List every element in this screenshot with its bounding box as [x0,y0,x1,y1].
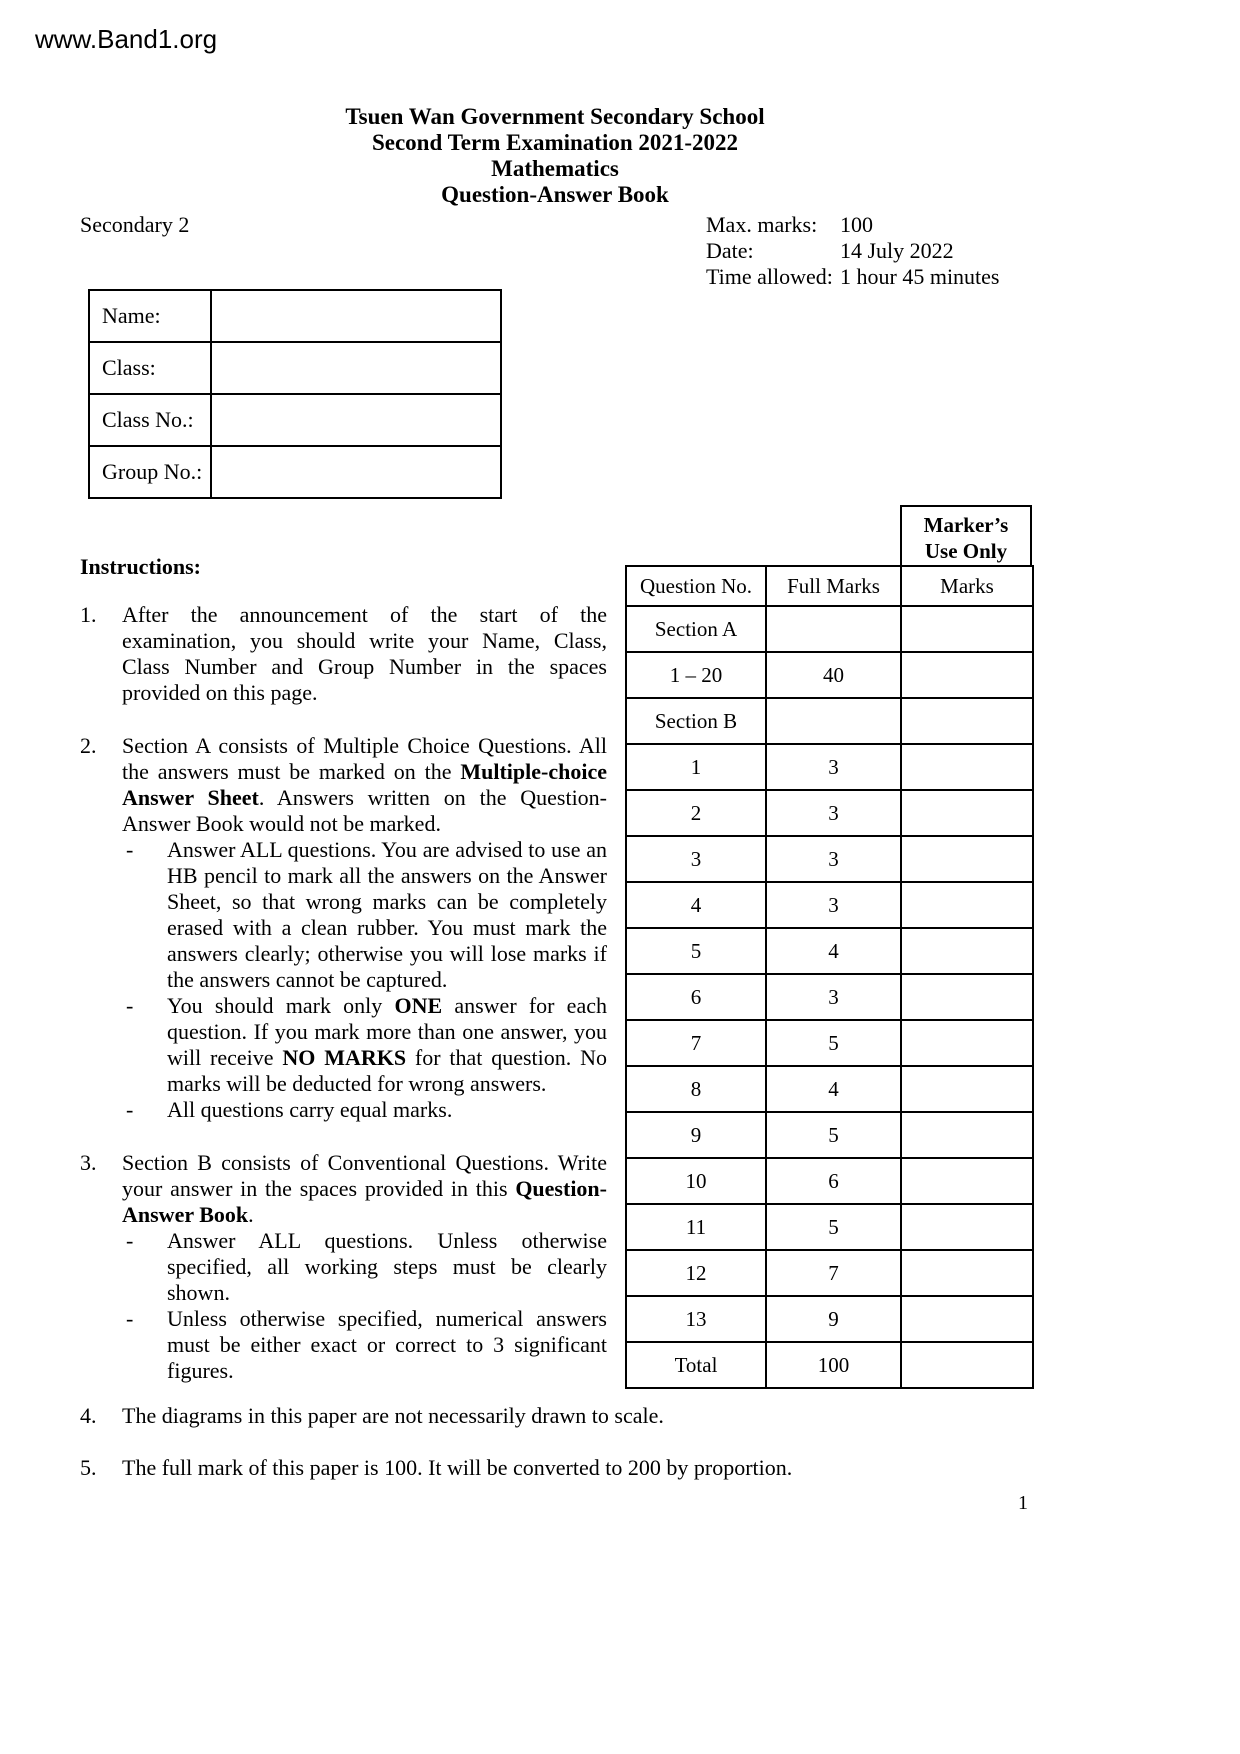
full-marks-cell: 100 [766,1342,901,1388]
instruction-4-text: The diagrams in this paper are not necessarily drawn to scale. [122,1403,664,1428]
bullet-dash: - [126,993,134,1018]
marks-cell [901,928,1033,974]
table-row-q7 [626,1020,1033,1066]
full-marks-cell: 5 [766,1112,901,1158]
time-allowed-label: Time allowed: [706,264,833,289]
date-row [706,238,1000,264]
class-label: Class: [89,342,211,394]
instruction-3 [80,1150,607,1384]
full-marks-cell: 9 [766,1296,901,1342]
instruction-1-number: 1. [80,602,97,627]
instruction-4 [80,1403,1030,1429]
instruction-5-text: The full mark of this paper is 100. It will be converted to 200 by proportion. [122,1455,793,1480]
header-full-marks: Full Marks [766,566,901,606]
instruction-1-text: After the announcement of the start of the examination, you should write your Name, Class, Class Number and Group Number in the spaces provided on this page. [122,602,607,705]
bullet-dash: - [126,1228,134,1253]
instructions-list [80,602,607,1384]
table-row-section-a [626,606,1033,652]
full-marks-cell: 4 [766,1066,901,1112]
class-no-input-box[interactable] [211,394,501,446]
max-marks-row [706,212,1000,238]
marks-table [625,565,1034,1389]
full-marks-cell: 3 [766,790,901,836]
marks-cell [901,698,1033,744]
marks-table-header-row [626,566,1033,606]
marks-cell [901,1296,1033,1342]
question-cell: 10 [626,1158,766,1204]
instruction-1 [80,602,607,706]
name-label: Name: [89,290,211,342]
table-row-q4 [626,882,1033,928]
question-cell: 2 [626,790,766,836]
exam-title: Second Term Examination 2021-2022 [371,130,739,155]
marks-cell [901,974,1033,1020]
table-row-q3 [626,836,1033,882]
marks-cell [901,1112,1033,1158]
question-cell: 13 [626,1296,766,1342]
bullet-dash: - [126,837,134,862]
question-cell: 3 [626,836,766,882]
marks-cell [901,836,1033,882]
form-level: Secondary 2 [80,212,190,237]
full-marks-cell: 6 [766,1158,901,1204]
full-marks-cell: 3 [766,882,901,928]
full-marks-cell: 40 [766,652,901,698]
bullet-text: You should mark only ONE answer for each question. If you mark more than one answer, you will receive NO MARKS for that question. No marks will be deducted for wrong answers. [167,993,607,1096]
marks-cell [901,652,1033,698]
instruction-4-number: 4. [80,1403,97,1428]
full-marks-cell: 3 [766,974,901,1020]
question-cell: 12 [626,1250,766,1296]
marks-cell [901,1020,1033,1066]
instruction-5 [80,1455,1030,1481]
bullet-dash: - [126,1306,134,1331]
marks-cell [901,1342,1033,1388]
table-row-q8 [626,1066,1033,1112]
table-row-q1 [626,744,1033,790]
instruction-2-body: Section A consists of Multiple Choice Questions. All the answers must be marked on the Multiple-choice Answer Sheet. Answers written on the Question-Answer Book would not be marked. - Answer ALL questions. You are advised to use an HB pencil to mark all the answers on the Answer Sheet, so that wrong marks can be completely erased with a clean rubber. You must mark the answers clearly; otherwise you will lose marks if the answers cannot be captured. - You should mark only ONE answer for each question. If you mark more than one answer, you will receive NO MARKS for that question. No marks will be deducted for wrong answers. - All questions carry equal marks. [122,733,608,1122]
max-marks-label: Max. marks: [706,212,818,237]
instruction-3-number: 3. [80,1150,97,1175]
instruction-2-bullet-2 [122,993,607,1097]
name-input-box[interactable] [211,290,501,342]
instruction-2-bullet-3 [122,1097,607,1123]
bullet-dash: - [126,1097,134,1122]
question-cell: Section A [626,606,766,652]
full-marks-cell [766,606,901,652]
full-marks-cell [766,698,901,744]
table-row-q6 [626,974,1033,1020]
instructions-title: Instructions: [80,554,202,579]
instruction-3-body: Section B consists of Conventional Questions. Write your answer in the spaces provided in this Question-Answer Book. - Answer ALL questions. Unless otherwise specified, all working steps must be clearly shown. - Unless otherwise specified, numerical answers must be either exact or correct to 3 significant figures. [122,1150,607,1383]
time-allowed-value: 1 hour 45 minutes [840,264,1000,289]
time-allowed-row [706,264,1000,290]
page-number: 1 [1018,1492,1028,1514]
school-name: Tsuen Wan Government Secondary School [345,104,765,129]
group-no-input-box[interactable] [211,446,501,498]
marks-cell [901,1204,1033,1250]
table-row-q12 [626,1250,1033,1296]
markers-use-only-line2: Use Only [924,539,1008,563]
table-row-q9 [626,1112,1033,1158]
marks-cell [901,882,1033,928]
table-row-q13 [626,1296,1033,1342]
watermark: www.Band1.org [35,24,218,54]
table-row-q11 [626,1204,1033,1250]
date-value: 14 July 2022 [840,238,954,263]
question-cell: 1 – 20 [626,652,766,698]
marks-cell [901,1066,1033,1112]
header-marks: Marks [901,566,1033,606]
bullet-text: Answer ALL questions. Unless otherwise specified, all working steps must be clearly shown. [167,1228,607,1305]
full-marks-cell: 4 [766,928,901,974]
exam-info-block [706,212,1000,290]
full-marks-cell: 5 [766,1204,901,1250]
header-question-no: Question No. [626,566,766,606]
question-cell: 6 [626,974,766,1020]
form-row-group-no [89,446,501,498]
full-marks-cell: 7 [766,1250,901,1296]
full-marks-cell: 3 [766,744,901,790]
bullet-text: Answer ALL questions. You are advised to use an HB pencil to mark all the answers on the Answer Sheet, so that wrong marks can be completely erased with a clean rubber. You must mark the answers clearly; otherwise you will lose marks if the answers cannot be captured. [167,837,607,992]
class-input-box[interactable] [211,342,501,394]
question-cell: Section B [626,698,766,744]
marks-cell [901,1158,1033,1204]
max-marks-value: 100 [840,212,873,237]
subject-title: Mathematics [491,156,619,181]
full-marks-cell: 5 [766,1020,901,1066]
table-row-1-20 [626,652,1033,698]
form-row-class-no [89,394,501,446]
book-title: Question-Answer Book [441,182,669,207]
bullet-text: All questions carry equal marks. [167,1097,453,1122]
instruction-2-number: 2. [80,733,97,758]
bullet-text: Unless otherwise specified, numerical answers must be either exact or correct to 3 significant figures. [167,1306,607,1383]
title-block [80,104,1030,208]
table-row-q5 [626,928,1033,974]
question-cell: 5 [626,928,766,974]
marks-cell [901,790,1033,836]
question-cell: 4 [626,882,766,928]
question-cell: 7 [626,1020,766,1066]
table-row-section-b [626,698,1033,744]
marks-cell [901,1250,1033,1296]
date-label: Date: [706,238,754,263]
form-row-name [89,290,501,342]
table-row-total [626,1342,1033,1388]
question-cell: 1 [626,744,766,790]
student-info-form [88,289,502,499]
table-row-q2 [626,790,1033,836]
marks-cell [901,744,1033,790]
instruction-3-bullet-1 [122,1228,607,1306]
question-cell: 8 [626,1066,766,1112]
question-cell: 11 [626,1204,766,1250]
form-row-class [89,342,501,394]
table-row-q10 [626,1158,1033,1204]
markers-use-only-box [900,505,1032,567]
instruction-3-bullet-2 [122,1306,607,1384]
group-no-label: Group No.: [89,446,211,498]
full-marks-cell: 3 [766,836,901,882]
markers-use-only-line1: Marker’s [923,513,1009,537]
question-cell: 9 [626,1112,766,1158]
instruction-2 [80,733,607,1123]
marks-cell [901,606,1033,652]
question-cell: Total [626,1342,766,1388]
instruction-5-number: 5. [80,1455,97,1480]
instruction-2-bullet-1 [122,837,607,993]
class-no-label: Class No.: [89,394,211,446]
